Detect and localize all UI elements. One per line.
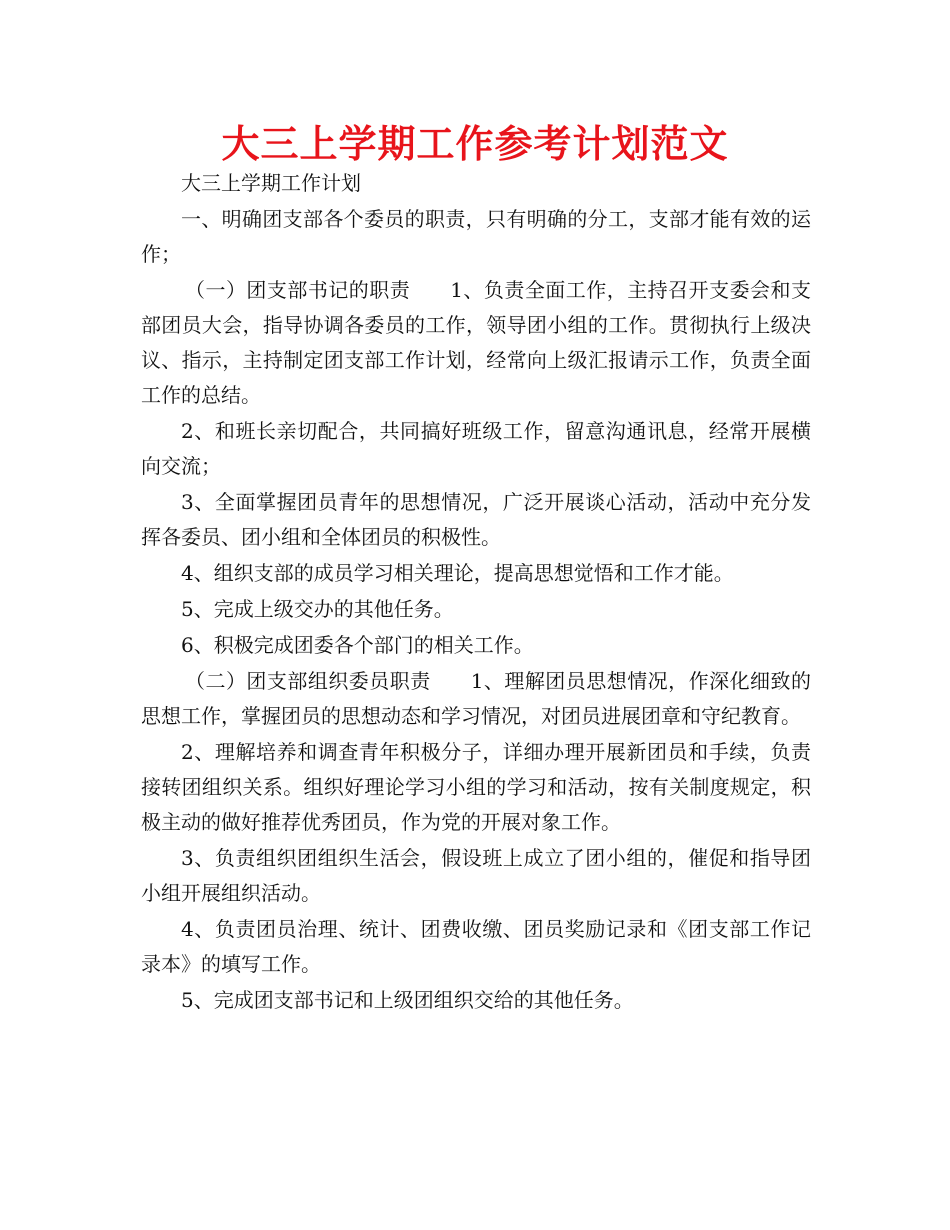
section-heading: （二）团支部组织委员职责 xyxy=(185,669,431,693)
paragraph-text: 4、组织支部的成员学习相关理论，提高思想觉悟和工作才能。 xyxy=(181,561,734,585)
paragraph xyxy=(141,202,811,272)
paragraph-text: 2、和班长亲切配合，共同搞好班级工作，留意沟通讯息，经常开展横向交流； xyxy=(141,419,811,478)
paragraph-text: 1、理解团员思想情况，作深化细致的思想工作，掌握团员的思想动态和学习情况，对团员进展团章和守纪教育。 xyxy=(141,669,811,728)
paragraph xyxy=(141,983,811,1018)
document-title: 大三上学期工作参考计划范文 xyxy=(221,122,729,166)
paragraph xyxy=(141,414,811,484)
paragraph-text: 4、负责团员治理、统计、团费收缴、团员奖励记录和《团支部工作记录本》的填写工作。 xyxy=(141,917,811,976)
paragraph-text: 1、负责全面工作，主持召开支委会和支部团员大会，指导协调各委员的工作，领导团小组的工作。贯彻执行上级决议、指示，主持制定团支部工作计划，经常向上级汇报请示工作，负责全面工作的总结。 xyxy=(141,278,811,407)
document-body xyxy=(141,166,811,1019)
paragraph-text: 3、负责组织团组织生活会，假设班上成立了团小组的，催促和指导团小组开展组织活动。 xyxy=(141,846,811,905)
paragraph xyxy=(141,166,811,201)
paragraph-section xyxy=(141,273,811,413)
paragraph-text: 5、完成团支部书记和上级团组织交给的其他任务。 xyxy=(181,988,634,1012)
paragraph-text: 3、全面掌握团员青年的思想情况，广泛开展谈心活动，活动中充分发挥各委员、团小组和全体团员的积极性。 xyxy=(141,490,811,549)
paragraph-text: 6、积极完成团委各个部门的相关工作。 xyxy=(181,633,534,657)
paragraph-text: 大三上学期工作计划 xyxy=(181,171,361,195)
paragraph-text: 5、完成上级交办的其他任务。 xyxy=(181,597,454,621)
paragraph-section xyxy=(141,664,811,734)
paragraph-text: 2、理解培养和调查青年积极分子，详细办理开展新团员和手续，负责接转团组织关系。组织好理论学习小组的学习和活动，按有关制度规定，积极主动的做好推荐优秀团员，作为党的开展对象工作。 xyxy=(141,740,811,834)
paragraph xyxy=(141,628,811,663)
paragraph xyxy=(141,912,811,982)
section-heading: （一）团支部书记的职责 xyxy=(185,278,411,302)
paragraph xyxy=(141,735,811,840)
paragraph xyxy=(141,556,811,591)
paragraph xyxy=(141,592,811,627)
paragraph xyxy=(141,841,811,911)
paragraph xyxy=(141,485,811,555)
paragraph-text: 一、明确团支部各个委员的职责，只有明确的分工，支部才能有效的运作； xyxy=(141,207,811,266)
